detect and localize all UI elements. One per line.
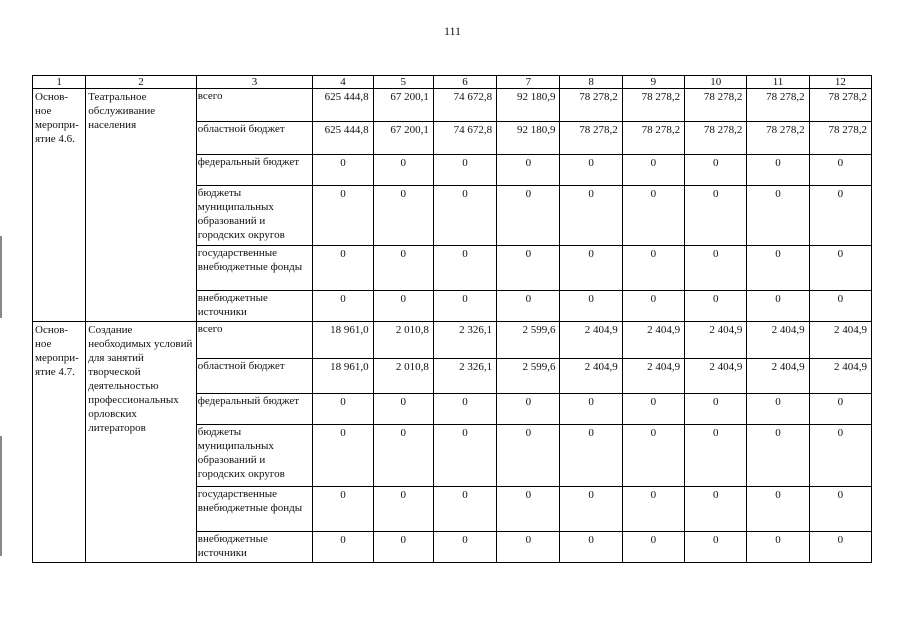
measure-name: Создание необходимых условий для занятий творческой деятельностью профессиональных орловских литераторов <box>86 322 197 563</box>
column-header: 1 <box>33 76 86 89</box>
amount-cell: 0 <box>313 394 373 425</box>
amount-cell: 0 <box>373 425 433 487</box>
funding-source: всего <box>196 89 313 122</box>
column-header: 9 <box>622 76 684 89</box>
amount-cell: 0 <box>685 487 747 532</box>
amount-cell: 78 278,2 <box>747 89 809 122</box>
amount-cell: 0 <box>313 186 373 246</box>
amount-cell: 0 <box>622 291 684 322</box>
amount-cell: 0 <box>809 246 871 291</box>
amount-cell: 0 <box>560 487 622 532</box>
amount-cell: 2 404,9 <box>560 359 622 394</box>
column-header: 7 <box>497 76 560 89</box>
amount-cell: 0 <box>622 186 684 246</box>
funding-source: бюджеты муниципальных образований и городских округов <box>196 186 313 246</box>
amount-cell: 0 <box>373 532 433 563</box>
amount-cell: 0 <box>497 246 560 291</box>
amount-cell: 67 200,1 <box>373 89 433 122</box>
amount-cell: 0 <box>622 155 684 186</box>
amount-cell: 0 <box>685 186 747 246</box>
column-number-row <box>33 76 872 89</box>
amount-cell: 0 <box>313 246 373 291</box>
amount-cell: 625 444,8 <box>313 122 373 155</box>
measure-name: Театральное обслуживание населения <box>86 89 197 322</box>
amount-cell: 78 278,2 <box>685 89 747 122</box>
amount-cell: 0 <box>560 291 622 322</box>
amount-cell: 2 404,9 <box>809 359 871 394</box>
amount-cell: 0 <box>747 487 809 532</box>
amount-cell: 78 278,2 <box>622 89 684 122</box>
amount-cell: 0 <box>747 186 809 246</box>
amount-cell: 0 <box>622 394 684 425</box>
amount-cell: 2 404,9 <box>747 359 809 394</box>
scan-margin-mark <box>0 236 2 318</box>
amount-cell: 0 <box>373 394 433 425</box>
amount-cell: 78 278,2 <box>560 122 622 155</box>
amount-cell: 625 444,8 <box>313 89 373 122</box>
amount-cell: 0 <box>313 425 373 487</box>
amount-cell: 2 326,1 <box>433 322 496 359</box>
amount-cell: 2 404,9 <box>809 322 871 359</box>
funding-source: федеральный бюджет <box>196 394 313 425</box>
amount-cell: 0 <box>373 186 433 246</box>
amount-cell: 0 <box>433 291 496 322</box>
amount-cell: 0 <box>685 394 747 425</box>
amount-cell: 0 <box>560 155 622 186</box>
amount-cell: 78 278,2 <box>685 122 747 155</box>
amount-cell: 0 <box>809 425 871 487</box>
amount-cell: 0 <box>622 425 684 487</box>
amount-cell: 0 <box>433 155 496 186</box>
amount-cell: 0 <box>560 186 622 246</box>
amount-cell: 0 <box>433 394 496 425</box>
amount-cell: 2 404,9 <box>622 322 684 359</box>
funding-source: федеральный бюджет <box>196 155 313 186</box>
amount-cell: 0 <box>747 425 809 487</box>
amount-cell: 2 010,8 <box>373 322 433 359</box>
amount-cell: 0 <box>313 487 373 532</box>
amount-cell: 0 <box>373 291 433 322</box>
amount-cell: 2 404,9 <box>685 322 747 359</box>
amount-cell: 92 180,9 <box>497 122 560 155</box>
amount-cell: 0 <box>560 425 622 487</box>
funding-source: внебюджетные источники <box>196 291 313 322</box>
amount-cell: 0 <box>747 155 809 186</box>
amount-cell: 0 <box>685 532 747 563</box>
amount-cell: 0 <box>809 291 871 322</box>
measure-code: Основ-ное меропри-ятие 4.7. <box>33 322 86 563</box>
amount-cell: 0 <box>497 394 560 425</box>
amount-cell: 0 <box>685 425 747 487</box>
amount-cell: 0 <box>373 487 433 532</box>
amount-cell: 67 200,1 <box>373 122 433 155</box>
amount-cell: 74 672,8 <box>433 122 496 155</box>
funding-source: государственные внебюджетные фонды <box>196 487 313 532</box>
amount-cell: 92 180,9 <box>497 89 560 122</box>
page-number: 111 <box>443 24 462 38</box>
amount-cell: 0 <box>497 532 560 563</box>
amount-cell: 0 <box>313 155 373 186</box>
amount-cell: 0 <box>433 425 496 487</box>
amount-cell: 2 404,9 <box>747 322 809 359</box>
amount-cell: 0 <box>560 394 622 425</box>
budget-table <box>32 75 872 563</box>
amount-cell: 0 <box>747 291 809 322</box>
amount-cell: 0 <box>560 532 622 563</box>
funding-source: областной бюджет <box>196 122 313 155</box>
amount-cell: 2 404,9 <box>685 359 747 394</box>
amount-cell: 0 <box>560 246 622 291</box>
amount-cell: 0 <box>809 394 871 425</box>
column-header: 2 <box>86 76 197 89</box>
amount-cell: 0 <box>497 155 560 186</box>
scan-margin-mark <box>0 436 2 556</box>
amount-cell: 0 <box>497 186 560 246</box>
amount-cell: 78 278,2 <box>622 122 684 155</box>
amount-cell: 0 <box>747 394 809 425</box>
amount-cell: 0 <box>433 532 496 563</box>
amount-cell: 2 326,1 <box>433 359 496 394</box>
amount-cell: 78 278,2 <box>747 122 809 155</box>
amount-cell: 0 <box>685 246 747 291</box>
amount-cell: 0 <box>747 246 809 291</box>
amount-cell: 0 <box>313 532 373 563</box>
column-header: 4 <box>313 76 373 89</box>
table-row <box>33 89 872 122</box>
measure-code: Основ-ное меропри-ятие 4.6. <box>33 89 86 322</box>
amount-cell: 78 278,2 <box>809 89 871 122</box>
table-row <box>33 322 872 359</box>
funding-source: областной бюджет <box>196 359 313 394</box>
column-header: 12 <box>809 76 871 89</box>
amount-cell: 0 <box>809 186 871 246</box>
amount-cell: 18 961,0 <box>313 322 373 359</box>
funding-source: внебюджетные источники <box>196 532 313 563</box>
column-header: 11 <box>747 76 809 89</box>
amount-cell: 18 961,0 <box>313 359 373 394</box>
amount-cell: 0 <box>373 155 433 186</box>
amount-cell: 0 <box>433 186 496 246</box>
amount-cell: 0 <box>622 487 684 532</box>
amount-cell: 2 404,9 <box>622 359 684 394</box>
amount-cell: 0 <box>809 532 871 563</box>
amount-cell: 0 <box>497 487 560 532</box>
amount-cell: 0 <box>809 155 871 186</box>
amount-cell: 2 010,8 <box>373 359 433 394</box>
amount-cell: 0 <box>497 425 560 487</box>
amount-cell: 2 599,6 <box>497 322 560 359</box>
amount-cell: 0 <box>433 487 496 532</box>
amount-cell: 0 <box>809 487 871 532</box>
amount-cell: 0 <box>685 155 747 186</box>
amount-cell: 74 672,8 <box>433 89 496 122</box>
column-header: 5 <box>373 76 433 89</box>
amount-cell: 0 <box>622 246 684 291</box>
column-header: 3 <box>196 76 313 89</box>
funding-source: всего <box>196 322 313 359</box>
amount-cell: 78 278,2 <box>809 122 871 155</box>
amount-cell: 0 <box>497 291 560 322</box>
funding-source: бюджеты муниципальных образований и городских округов <box>196 425 313 487</box>
column-header: 8 <box>560 76 622 89</box>
funding-source: государственные внебюджетные фонды <box>196 246 313 291</box>
amount-cell: 0 <box>685 291 747 322</box>
amount-cell: 2 599,6 <box>497 359 560 394</box>
amount-cell: 0 <box>747 532 809 563</box>
amount-cell: 0 <box>433 246 496 291</box>
amount-cell: 0 <box>313 291 373 322</box>
amount-cell: 0 <box>373 246 433 291</box>
amount-cell: 78 278,2 <box>560 89 622 122</box>
amount-cell: 2 404,9 <box>560 322 622 359</box>
amount-cell: 0 <box>622 532 684 563</box>
column-header: 6 <box>433 76 496 89</box>
column-header: 10 <box>685 76 747 89</box>
